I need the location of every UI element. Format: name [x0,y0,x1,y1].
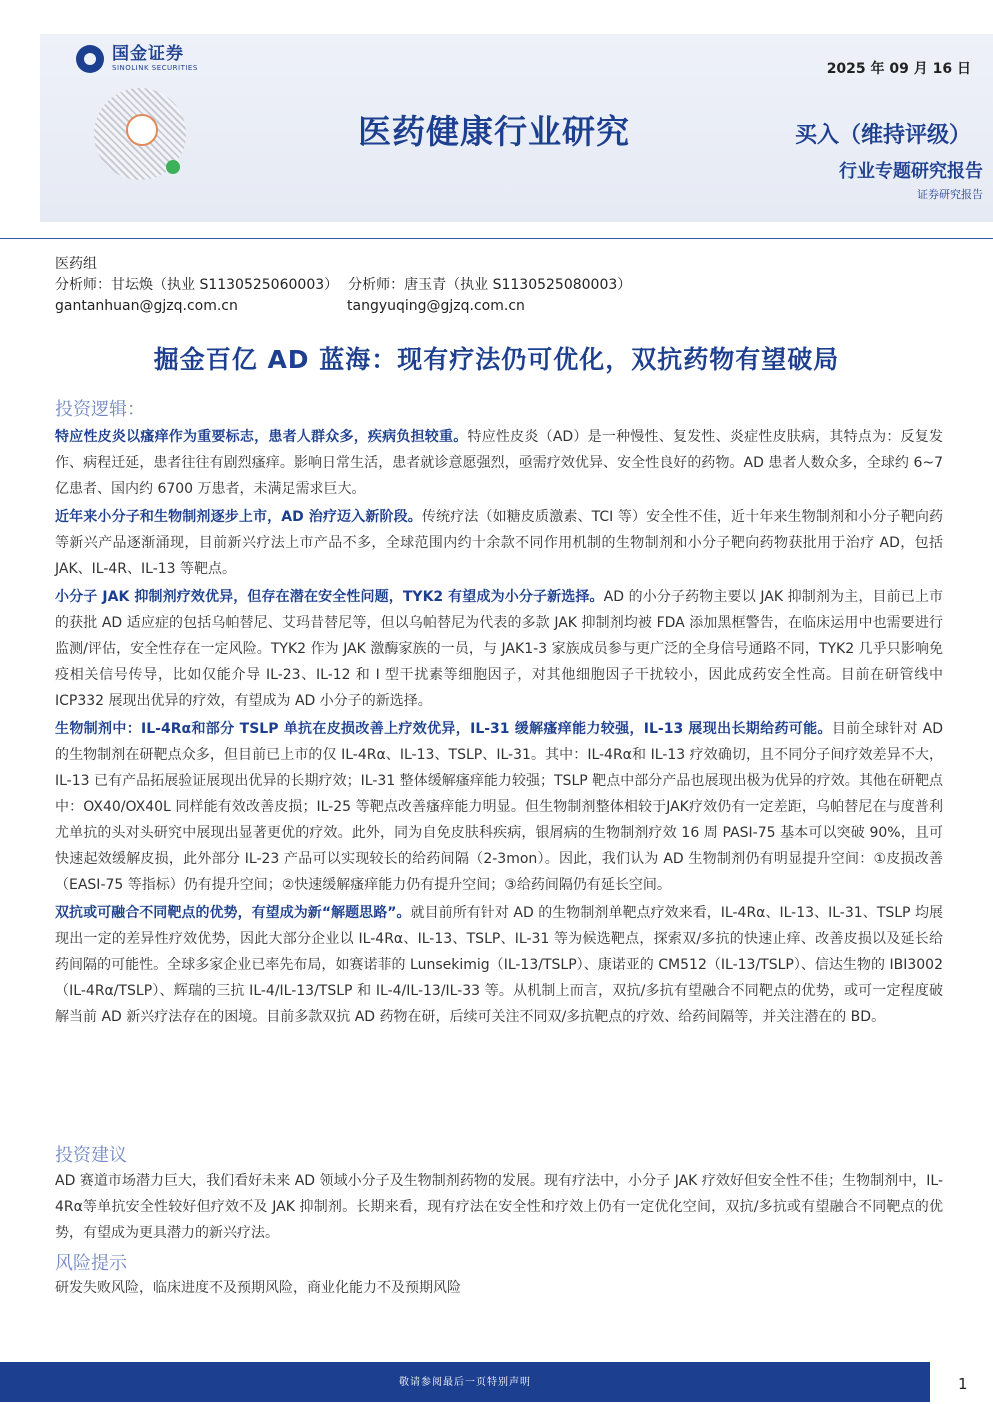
logic-content [55,424,943,1032]
paragraph [55,584,943,714]
paragraph-body: 研发失败风险，临床进度不及预期风险，商业化能力不及预期风险 [55,1280,461,1296]
paragraph-lead: 双抗或可融合不同靶点的优势，有望成为新“解题思路”。 [55,905,411,921]
report-subtype: 证券研究报告 [917,188,983,201]
brand-name-en: SINOLINK SECURITIES [112,64,198,72]
industry-title: 医药健康行业研究 [358,112,630,151]
brand-logo [76,45,198,73]
analyst-block [55,254,631,317]
section-heading-risk: 风险提示 [55,1253,127,1274]
paragraph-body: AD 赛道市场潜力巨大，我们看好未来 AD 领域小分子及生物制剂药物的发展。现有疗法中，小分子 JAK 疗效好但安全性不佳；生物制剂中，IL-4Rα等单抗安全性较好但疗效不及 JAK 抑制剂。长期来看，现有疗法在安全性和疗效上仍有一定优化空间，双抗/多抗或有望融合不同靶点的优势，有望成为更具潜力的新兴疗法。 [55,1173,943,1241]
paragraph-body: AD 的小分子药物主要以 JAK 抑制剂为主，目前已上市的获批 AD 适应症的包括乌帕替尼、艾玛昔替尼等，但以乌帕替尼为代表的多款 JAK 抑制剂均被 FDA 添加黑框警告，在临床运用中也需要进行监测/评估，安全性存在一定风险。TYK2 作为 JAK 激酶家族的一员，与 JAK1-3 家族成员参与更广泛的全身信号通路不同，TYK2 几乎只影响免疫相关信号传导，比如仅能介导 IL-23、IL-12 和 I 型干扰素等细胞因子，对其他细胞因子干扰较小，因此成药安全性高。目前在研管线中 ICP332 展现出优异的疗效，有望成为 AD 小分子的新选择。 [55,589,943,709]
wechat-badge-icon [166,160,180,174]
section-heading-advice: 投资建议 [55,1145,127,1166]
advice-content [55,1168,943,1248]
paragraph-body: 特应性皮炎（AD）是一种慢性、复发性、炎症性皮肤病，其特点为：反复发作、病程迁延，患者往往有剧烈瘙痒。影响日常生活，患者就诊意愿强烈，亟需疗效优异、安全性良好的药物。AD 患者人数众多，全球约 6~7 亿患者、国内约 6700 万患者，未满足需求巨大。 [55,429,943,497]
analyst-1: 分析师：甘坛焕（执业 S1130525060003） [55,277,339,293]
report-date: 2025 年 09 月 16 日 [826,61,971,77]
paragraph [55,504,943,582]
footer-notice[interactable]: 敬请参阅最后一页特别声明 [399,1377,531,1388]
section-heading-logic: 投资逻辑： [55,399,145,420]
paragraph-lead: 特应性皮炎以瘙痒作为重要标志，患者人群众多，疾病负担较重。 [55,429,468,445]
report-title: 掘金百亿 AD 蓝海：现有疗法仍可优化，双抗药物有望破局 [153,345,840,374]
paragraph-body: 传统疗法（如糖皮质激素、TCI 等）安全性不佳，近十年来生物制剂和小分子靶向药等新兴产品逐渐涌现，目前新兴疗法上市产品不多，全球范围内约十余款不同作用机制的生物制剂和小分子靶向药物获批用于治疗 AD，包括 JAK、IL-4R、IL-13 等靶点。 [55,509,943,577]
paragraph-lead: 小分子 JAK 抑制剂疗效优异，但存在潜在安全性问题，TYK2 有望成为小分子新选择。 [55,589,604,605]
rating: 买入（维持评级） [794,123,971,148]
report-type: 行业专题研究报告 [839,161,983,182]
brand-name-cn: 国金证券 [112,44,184,64]
page-number: 1 [958,1375,968,1393]
qr-center-logo [126,114,158,146]
analyst-2-email[interactable]: tangyuqing@gjzq.com.cn [347,298,525,314]
paragraph-body: 就目前所有针对 AD 的生物制剂单靶点疗效来看，IL-4Rα、IL-13、IL-31、TSLP 均展现出一定的差异性疗效优势，因此大部分企业以 IL-4Rα、IL-13、TSLP、IL-31 等为候选靶点，探索双/多抗的快速止痒、改善皮损以及延长给药间隔的可能性。全球多家企业已率先布局，如赛诺菲的 Lunsekimig（IL-13/TSLP）、康诺亚的 CM512（IL-13/TSLP）、信达生物的 IBI3002（IL-4Rα/TSLP）、辉瑞的三抗 IL-4/IL-13/TSLP 和 IL-4/IL-13/IL-33 等。从机制上而言，双抗/多抗有望融合不同靶点的优势，或可一定程度破解当前 AD 新兴疗法存在的困境。目前多款双抗 AD 药物在研，后续可关注不同双/多抗靶点的疗效、给药间隔等，并关注潜在的 BD。 [55,905,943,1025]
qr-code-icon [94,88,186,180]
brand-mark-icon [76,45,104,73]
risk-content [55,1275,943,1303]
paragraph-body: 目前全球针对 AD 的生物制剂在研靶点众多，但目前已上市的仅 IL-4Rα、IL-13、TSLP、IL-31。其中：IL-4Rα和 IL-13 疗效确切，且不同分子间疗效差异不大，IL-13 已有产品拓展验证展现出优异的长期疗效；IL-31 整体缓解瘙痒能力较强；TSLP 靶点中部分产品也展现出极为优异的疗效。其他在研靶点中：OX40/OX40L 同样能有效改善皮损；IL-25 等靶点改善瘙痒能力明显。但生物制剂整体相较于JAK疗效仍有一定差距，乌帕替尼在与度普利尤单抗的头对头研究中展现出显著更优的疗效。此外，同为自免皮肤科疾病，银屑病的生物制剂疗效 16 周 PASI-75 基本可以突破 90%，且可快速起效缓解皮损，此外部分 IL-23 产品可以实现较长的给药间隔（2-3mon）。因此，我们认为 AD 生物制剂仍有明显提升空间：①皮损改善（EASI-75 等指标）仍有提升空间；②快速缓解瘙痒能力仍有提升空间；③给药间隔仍有延长空间。 [55,721,944,893]
paragraph [55,716,943,898]
paragraph [55,900,943,1030]
research-group: 医药组 [55,256,97,272]
paragraph-lead: 近年来小分子和生物制剂逐步上市，AD 治疗迈入新阶段。 [55,509,422,525]
header-divider [0,238,993,239]
analyst-1-email[interactable]: gantanhuan@gjzq.com.cn [55,298,238,314]
paragraph [55,424,943,502]
paragraph-lead: 生物制剂中：IL-4Rα和部分 TSLP 单抗在皮损改善上疗效优异，IL-31 缓解瘙痒能力较强，IL-13 展现出长期给药可能。 [55,721,832,737]
analyst-2: 分析师：唐玉青（执业 S1130525080003） [348,277,632,293]
